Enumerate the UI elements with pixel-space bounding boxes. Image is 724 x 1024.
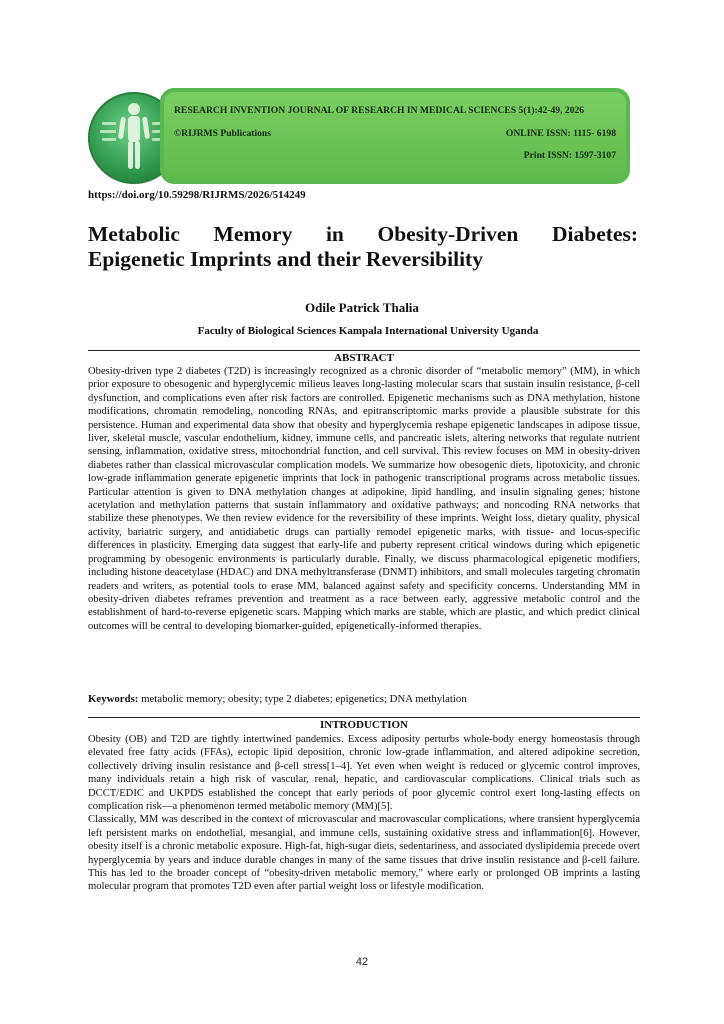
intro-paragraph-2: Classically, MM was described in the context of microvascular and macrovascular complications, where transient hyperglycemia left persistent marks on endothelial, mesangial, and immune cells, sustaining oxidative stress and inflammation[6]. However, obesity itself is a chronic metabolic exposure. High-fat, high-sugar diets, sedentariness, and associated dyslipidemia precede overt hyperglycemia by years and induce durable changes in many of the same tissues that drive insulin resistance and β-cell failure. This has led to the broader concept of “obesity-driven metabolic memory,” where early or prolonged OB imprints a lasting molecular program that promotes T2D even after partial weight loss or lifestyle modification. xyxy=(88,814,640,893)
title-word: in xyxy=(325,222,344,246)
title-line-1 xyxy=(88,222,638,247)
author-name: Odile Patrick Thalia xyxy=(305,300,419,315)
page-number: 42 xyxy=(355,956,369,968)
online-issn: ONLINE ISSN: 1115- 6198 xyxy=(505,128,616,139)
print-issn: Print ISSN: 1597-3107 xyxy=(523,150,616,161)
title-word: Obesity-Driven xyxy=(377,222,519,246)
introduction-text xyxy=(88,733,640,894)
abstract-paragraph: Obesity-driven type 2 diabetes (T2D) is increasingly recognized as a chronic disorder of “metabolic memory” (MM), in which prior exposure to obesogenic and hyperglycemic milieus leaves long-lasting molecular scars that sustain insulin resistance, β-cell dysfunction, and complications even after risk factors are controlled. Epigenetic mechanisms such as DNA methylation, histone modifications, chromatin remodeling, noncoding RNAs, and epitranscriptomic marks provide a plausible substrate for this persistence. Human and experimental data show that obesity and hyperglycemia reshape epigenetic landscapes in adipose tissue, liver, skeletal muscle, vascular endothelium, kidney, immune cells, and pancreatic islets, altering networks that regulate nutrient sensing, inflammation, oxidative stress, mitochondrial function, and cell survival. This review focuses on MM in obesity-driven diabetes rather than classical microvascular complication models. We summarize how obesogenic diets, lipotoxicity, and chronic low-grade inflammation generate epigenetic imprints that lock in pathogenic transcriptional programs across metabolic tissues. Particular attention is given to DNA methylation changes at adipokine, lipid handling, and insulin signaling genes; histone acetylation and methylation patterns that sustain inflammatory and oxidative pathways; and noncoding RNA networks that stabilize these phenotypes. We then review evidence for the reversibility of these imprints. Weight loss, dietary quality, physical activity, bariatric surgery, and antidiabetic drugs can partially remodel epigenetic marks, with tissue- and locus-specific differences in plasticity. Emerging data suggest that early-life and puberty represent critical windows during which epigenetic programming by obesogenic environments is particularly durable. Finally, we discuss pharmacological epigenetic modifiers, including histone deacetylase (HDAC) and DNA methyltransferase (DNMT) inhibitors, and small molecules targeting chromatin readers and writers, as potential tools to erase MM, balanced against safety and specificity concerns. Understanding MM in obesity-driven diabetes reframes prevention and treatment as a race between early, aggressive metabolic control and the establishment of hard-to-reverse epigenetic scars. Mapping which marks are stable, which are plastic, and which predict clinical outcomes will be central to developing biomarker-guided, epigenetically-informed therapies. xyxy=(88,366,640,632)
abstract-text xyxy=(88,365,640,633)
journal-name: RESEARCH INVENTION JOURNAL OF RESEARCH IN MEDICAL SCIENCES 5(1):42-49, 2026 xyxy=(174,105,585,116)
author-affiliation: Faculty of Biological Sciences Kampala International University Uganda xyxy=(197,325,539,337)
intro-paragraph-1: Obesity (OB) and T2D are tightly intertwined pandemics. Excess adiposity perturbs whole-body energy homeostasis through elevated free fatty acids (FFAs), ectopic lipid deposition, chronic low-grade inflammation, and altered adipokine secretion, collectively driving insulin resistance and β-cell stress[1–4]. Yet even when weight is reduced or glycemic control improves, many individuals retain a high risk of vascular, renal, hepatic, and cardiovascular complications. Clinical trials such as DCCT/EDIC and UKPDS established the concept that early periods of poor glycemic control exert long-lasting effects on complication risk—a phenomenon termed metabolic memory (MM)[5]. xyxy=(88,734,640,813)
introduction-heading: INTRODUCTION xyxy=(88,717,640,731)
keywords-list: metabolic memory; obesity; type 2 diabetes; epigenetics; DNA methylation xyxy=(141,693,467,705)
title-line-2: Epigenetic Imprints and their Reversibility xyxy=(88,247,483,271)
publisher: ©RIJRMS Publications xyxy=(174,128,271,139)
doi-link[interactable]: https://doi.org/10.59298/RIJRMS/2026/514249 xyxy=(88,189,306,201)
journal-header-banner xyxy=(160,88,630,184)
keywords xyxy=(88,693,467,705)
title-word: Memory xyxy=(213,222,293,246)
title-word: Metabolic xyxy=(88,222,180,246)
abstract-heading: ABSTRACT xyxy=(88,350,640,364)
title-word: Diabetes: xyxy=(552,222,638,246)
paper-title xyxy=(88,222,638,272)
keywords-label: Keywords: xyxy=(88,693,139,705)
